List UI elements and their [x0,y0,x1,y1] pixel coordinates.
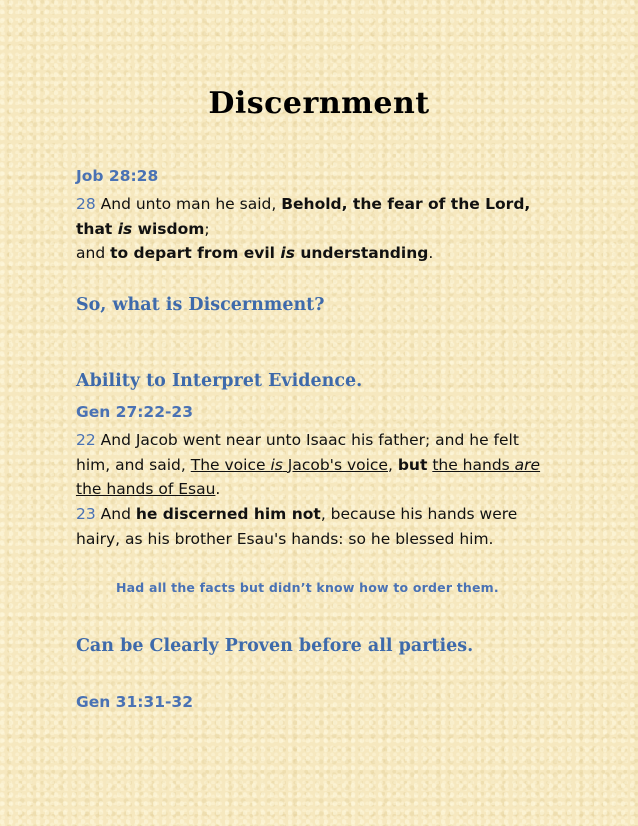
section-heading-question: So, what is Discernment? [76,295,325,315]
verse-number: 28 [76,195,96,213]
page-title: Discernment [208,86,430,121]
scripture-reference-gen27: Gen 27:22-23 [76,403,194,421]
section-heading-proven: Can be Clearly Proven before all parties. [76,636,474,656]
scripture-reference-job: Job 28:28 [76,167,159,185]
verse-gen-27-22: 22 And Jacob went near unto Isaac his father; and he felt him, and said, The voice is Jacob's voice, but the hands are the hands of Esau. [76,431,541,499]
commentary-note: Had all the facts but didn’t know how to order them. [116,580,499,595]
scripture-reference-gen31: Gen 31:31-32 [76,693,194,711]
verse-gen-27-23: 23 And he discerned him not, because his hands were hairy, as his brother Esau's hands: so he blessed him. [76,505,518,548]
section-heading-ability: Ability to Interpret Evidence. [76,371,363,391]
verse-number: 23 [76,505,96,523]
verse-number: 22 [76,431,96,449]
verse-job-28-28: 28 And unto man he said, Behold, the fear of the Lord, that is wisdom; and to depart from evil is understanding. [76,195,531,263]
